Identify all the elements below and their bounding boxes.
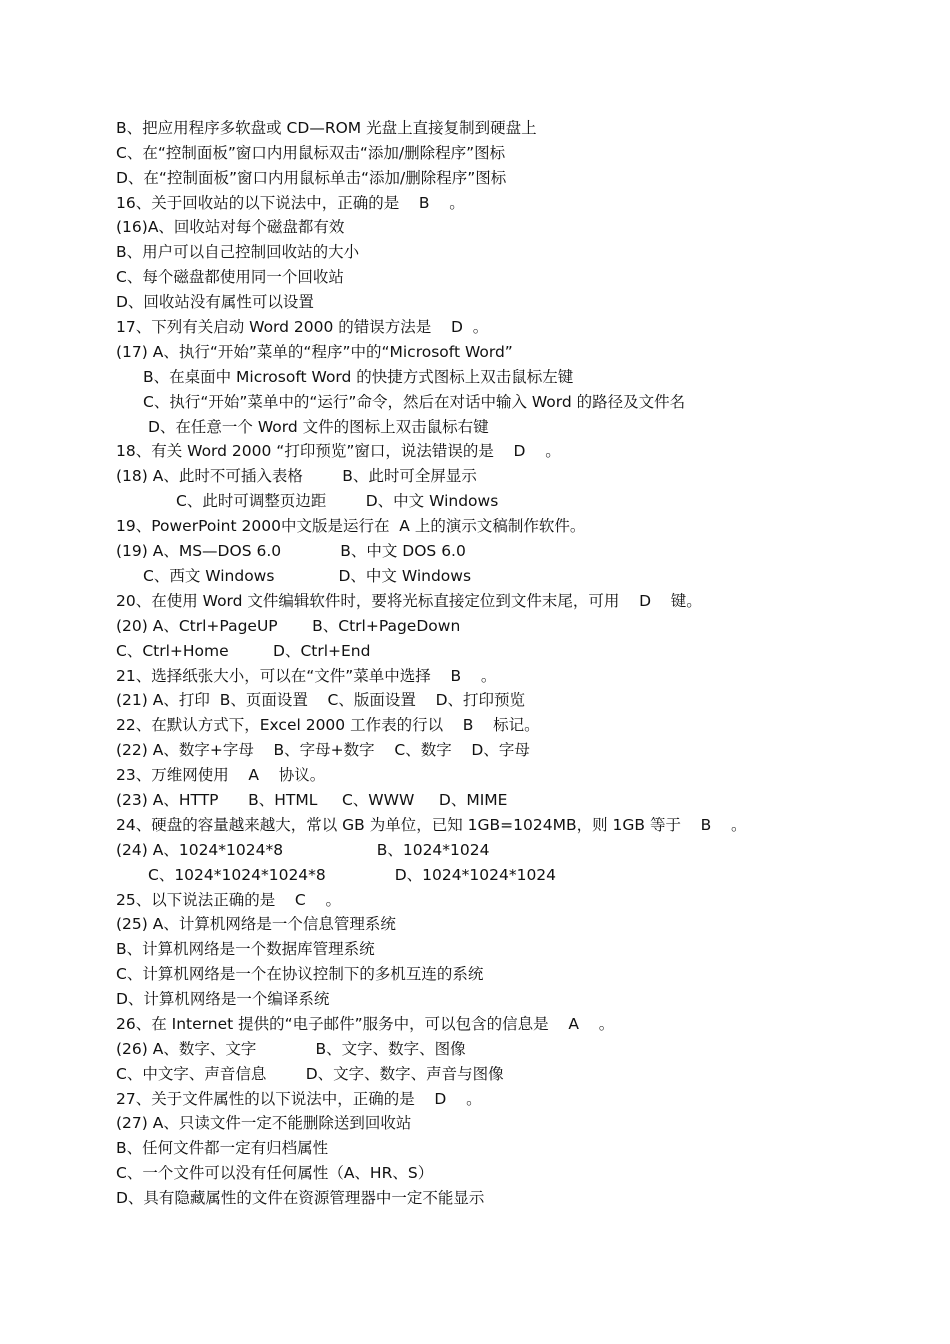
question-22: 22、在默认方式下，Excel 2000 工作表的行以 B 标记。	[116, 716, 540, 734]
question-20: 20、在使用 Word 文件编辑软件时，要将光标直接定位到文件末尾，可用 D 键。	[116, 592, 702, 610]
text-line: D、计算机网络是一个编译系统	[116, 990, 330, 1008]
text-line: (17) A、执行“开始”菜单的“程序”中的“Microsoft Word”	[116, 343, 513, 361]
text-line: (19) A、MS—DOS 6.0 B、中文 DOS 6.0	[116, 542, 466, 560]
text-line: B、把应用程序多软盘或 CD—ROM 光盘上直接复制到硬盘上	[116, 119, 537, 137]
text-line: (22) A、数字+字母 B、字母+数字 C、数字 D、字母	[116, 741, 530, 759]
text-line: C、每个磁盘都使用同一个回收站	[116, 268, 344, 286]
text-line: (18) A、此时不可插入表格 B、此时可全屏显示	[116, 467, 477, 485]
question-25: 25、以下说法正确的是 C 。	[116, 891, 341, 909]
text-line: (26) A、数字、文字 B、文字、数字、图像	[116, 1040, 466, 1058]
text-line: B、用户可以自己控制回收站的大小	[116, 243, 360, 261]
text-line: D、具有隐藏属性的文件在资源管理器中一定不能显示	[116, 1189, 485, 1207]
question-19: 19、PowerPoint 2000中文版是运行在 A 上的演示文稿制作软件。	[116, 517, 586, 535]
text-line: C、中文字、声音信息 D、文字、数字、声音与图像	[116, 1065, 504, 1083]
text-line: C、执行“开始”菜单中的“运行”命令，然后在对话中输入 Word 的路径及文件名	[143, 393, 686, 411]
text-line: (16)A、回收站对每个磁盘都有效	[116, 218, 345, 236]
text-line: C、Ctrl+Home D、Ctrl+End	[116, 642, 371, 660]
text-line: B、任何文件都一定有归档属性	[116, 1139, 329, 1157]
question-17: 17、下列有关启动 Word 2000 的错误方法是 D 。	[116, 318, 489, 336]
text-line: B、在桌面中 Microsoft Word 的快捷方式图标上双击鼠标左键	[143, 368, 574, 386]
text-line: C、1024*1024*1024*8 D、1024*1024*1024	[148, 866, 557, 884]
text-line: D、回收站没有属性可以设置	[116, 293, 314, 311]
text-line: (23) A、HTTP B、HTML C、WWW D、MIME	[116, 791, 508, 809]
question-21: 21、选择纸张大小，可以在“文件”菜单中选择 B 。	[116, 667, 497, 685]
text-line: (24) A、1024*1024*8 B、1024*1024	[116, 841, 490, 859]
text-line: C、一个文件可以没有任何属性（A、HR、S）	[116, 1164, 434, 1182]
text-line: C、西文 Windows D、中文 Windows	[143, 567, 472, 585]
question-16: 16、关于回收站的以下说法中，正确的是 B 。	[116, 194, 465, 212]
text-line: C、在“控制面板”窗口内用鼠标双击“添加/删除程序”图标	[116, 144, 506, 162]
question-27: 27、关于文件属性的以下说法中，正确的是 D 。	[116, 1090, 482, 1108]
question-24: 24、硬盘的容量越来越大，常以 GB 为单位，已知 1GB=1024MB，则 1GB 等于 B 。	[116, 816, 747, 834]
text-line: (20) A、Ctrl+PageUP B、Ctrl+PageDown	[116, 617, 461, 635]
question-23: 23、万维网使用 A 协议。	[116, 766, 326, 784]
question-26: 26、在 Internet 提供的“电子邮件”服务中，可以包含的信息是 A 。	[116, 1015, 615, 1033]
question-18: 18、有关 Word 2000 “打印预览”窗口，说法错误的是 D 。	[116, 442, 561, 460]
text-line: C、计算机网络是一个在协议控制下的多机互连的系统	[116, 965, 484, 983]
text-line: C、此时可调整页边距 D、中文 Windows	[176, 492, 499, 510]
text-line: (25) A、计算机网络是一个信息管理系统	[116, 915, 396, 933]
text-line: (21) A、打印 B、页面设置 C、版面设置 D、打印预览	[116, 691, 526, 709]
text-line: D、在“控制面板”窗口内用鼠标单击“添加/删除程序”图标	[116, 169, 507, 187]
text-line: D、在任意一个 Word 文件的图标上双击鼠标右键	[148, 418, 489, 436]
text-line: B、计算机网络是一个数据库管理系统	[116, 940, 375, 958]
text-line: (27) A、只读文件一定不能删除送到回收站	[116, 1114, 412, 1132]
